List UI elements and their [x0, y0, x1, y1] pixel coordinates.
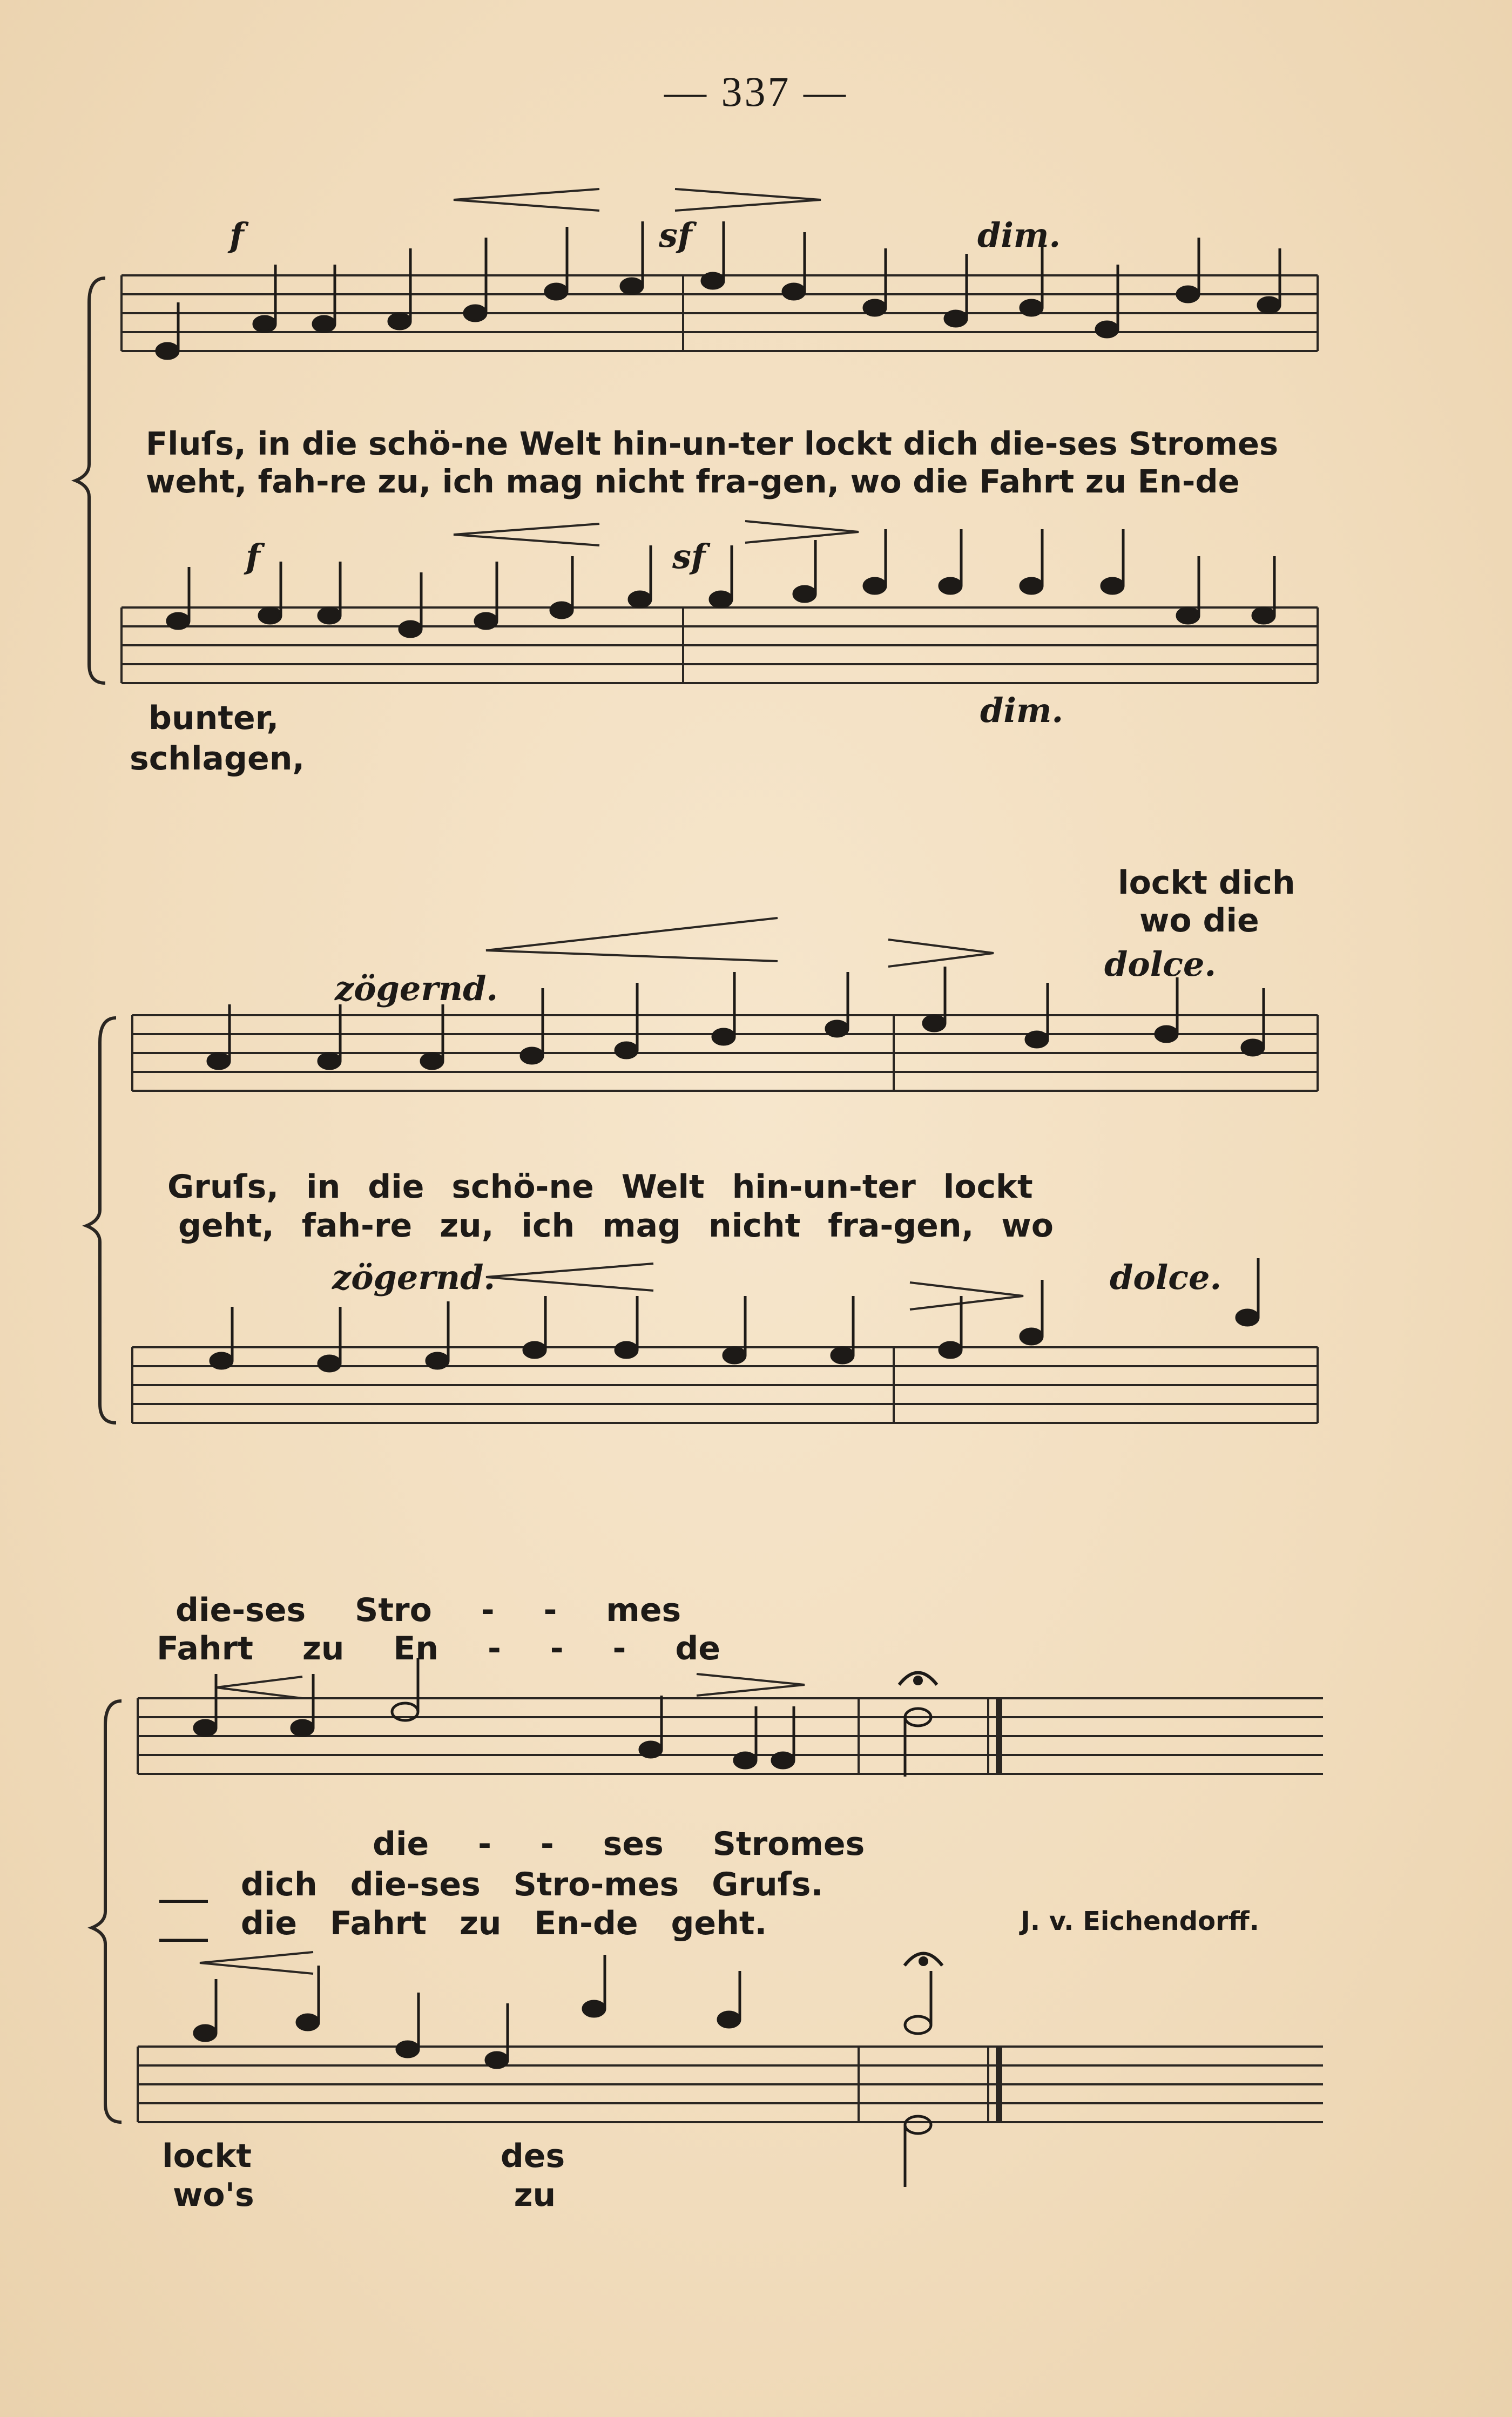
page-number: — 337 —	[664, 68, 848, 115]
author-credit: J. v. Eichendorff.	[1021, 1906, 1259, 1936]
system-3-brace	[92, 1701, 122, 2122]
lyrics-2-line-1: Gruſs, in die schö-ne Welt hin-un-ter lockt	[167, 1168, 1033, 1206]
system-1-lower-staff	[122, 607, 1318, 683]
lyrics-1-line-1: Fluſs, in die schö-ne Welt hin-un-ter lockt dich die-ses Stromes	[146, 425, 1279, 462]
system-1-brace	[76, 278, 105, 683]
lyrics-3-line-1: ___ dich die-ses Stro-mes Gruſs.	[159, 1866, 824, 1903]
lyric-fahrt-zu-ende-above: Fahrt zu En - - - de	[157, 1630, 720, 1667]
lyrics-3-line-2: ___ die Fahrt zu En-de geht.	[159, 1905, 767, 1942]
system-2-brace	[86, 1018, 116, 1423]
dynamic-dolce-2: dolce.	[1110, 1258, 1222, 1297]
lyric-bunter: bunter,	[148, 699, 279, 737]
dynamic-sforzando-2: sf	[672, 537, 706, 576]
dynamic-forte-1: f	[230, 215, 244, 255]
system-3-lower-staff	[138, 2047, 1323, 2122]
lyric-lockt-dich: lockt dich	[1118, 864, 1295, 902]
lyric-dieses-stromes-above: die-ses Stro - - mes	[176, 1591, 681, 1629]
dynamic-zoegernd-2: zögernd.	[332, 1258, 496, 1297]
system-3-upper-staff	[138, 1698, 1323, 1774]
lyric-dieses-stromes-inner: die - - ses Stromes	[373, 1825, 865, 1863]
lyrics-1-line-2: weht, fah-re zu, ich mag nicht fra-gen, wo die Fahrt zu En-de	[146, 463, 1240, 500]
dynamic-sforzando-1: sf	[659, 215, 692, 255]
lyric-lockt-des: lockt des	[162, 2137, 565, 2175]
dynamic-dolce-1: dolce.	[1104, 944, 1217, 984]
dynamic-dim-1: dim.	[977, 215, 1061, 255]
lyrics-2-line-2: geht, fah-re zu, ich mag nicht fra-gen, wo	[178, 1207, 1054, 1245]
dynamic-dim-2: dim.	[980, 691, 1064, 730]
lyric-schlagen: schlagen,	[130, 740, 305, 778]
lyric-wo-die: wo die	[1139, 902, 1259, 940]
dynamic-forte-2: f	[246, 537, 260, 576]
dynamic-zoegernd-1: zögernd.	[335, 969, 498, 1008]
system-2-upper-staff	[132, 1015, 1318, 1091]
lyric-wos-zu: wo's zu	[173, 2176, 556, 2214]
